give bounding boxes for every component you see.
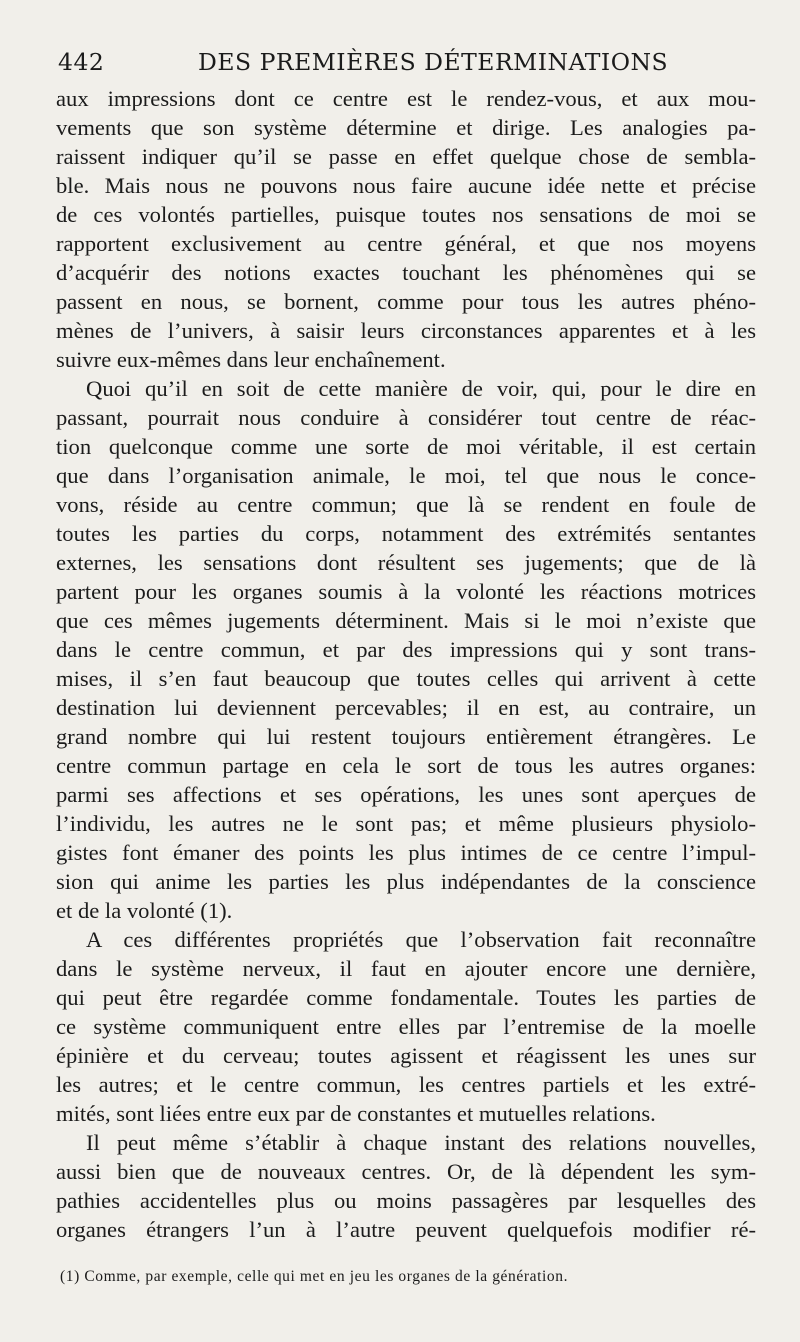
text-line: ce système communiquent entre elles par l’entremise de la moelle: [56, 1014, 756, 1039]
text-line: d’acquérir des notions exactes touchant les phénomènes qui se: [56, 260, 756, 285]
footnote: (1) Comme, par exemple, celle qui met en jeu les organes de la génération.: [60, 1268, 569, 1285]
text-line: qui peut être regardée comme fondamentale. Toutes les parties de: [56, 985, 756, 1010]
text-line: raissent indiquer qu’il se passe en effet quelque chose de sembla-: [56, 144, 756, 169]
text-line: mènes de l’univers, à saisir leurs circonstances apparentes et à les: [56, 318, 756, 343]
page-number: 442: [58, 48, 105, 76]
text-line: et de la volonté (1).: [56, 898, 233, 923]
text-line: passant, pourrait nous conduire à considérer tout centre de réac-: [56, 405, 756, 430]
text-line: dans le centre commun, et par des impressions qui y sont trans-: [56, 637, 756, 662]
text-line: aux impressions dont ce centre est le rendez-vous, et aux mou-: [56, 86, 756, 111]
text-line: aussi bien que de nouveaux centres. Or, de là dépendent les sym-: [56, 1159, 756, 1184]
text-line: mises, il s’en faut beaucoup que toutes celles qui arrivent à cette: [56, 666, 756, 691]
text-line: dans le système nerveux, il faut en ajouter encore une dernière,: [56, 956, 756, 981]
text-line: parmi ses affections et ses opérations, les unes sont aperçues de: [56, 782, 756, 807]
text-line: vements que son système détermine et dirige. Les analogies pa-: [56, 115, 756, 140]
text-line: pathies accidentelles plus ou moins passagères par lesquelles des: [56, 1188, 756, 1213]
text-line: les autres; et le centre commun, les centres partiels et les extré-: [56, 1072, 756, 1097]
text-line: tion quelconque comme une sorte de moi véritable, il est certain: [56, 434, 756, 459]
text-line: externes, les sensations dont résultent ses jugements; que de là: [56, 550, 756, 575]
text-line: centre commun partage en cela le sort de tous les autres organes:: [56, 753, 756, 778]
text-line: que dans l’organisation animale, le moi, tel que nous le conce-: [56, 463, 756, 488]
running-title: DES PREMIÈRES DÉTERMINATIONS: [198, 48, 669, 76]
paragraph-1: [56, 84, 756, 374]
body-text: [56, 84, 756, 1244]
text-line: Il peut même s’établir à chaque instant des relations nouvelles,: [86, 1130, 756, 1155]
text-line: mités, sont liées entre eux par de constantes et mutuelles relations.: [56, 1101, 656, 1126]
text-line: partent pour les organes soumis à la volonté les réactions motrices: [56, 579, 756, 604]
text-line: sion qui anime les parties les plus indépendantes de la conscience: [56, 869, 756, 894]
text-line: suivre eux-mêmes dans leur enchaînement.: [56, 347, 446, 372]
text-line: Quoi qu’il en soit de cette manière de voir, qui, pour le dire en: [86, 376, 756, 401]
text-line: rapportent exclusivement au centre général, et que nos moyens: [56, 231, 756, 256]
paragraph-2: [56, 374, 756, 925]
text-line: vons, réside au centre commun; que là se rendent en foule de: [56, 492, 756, 517]
text-line: épinière et du cerveau; toutes agissent et réagissent les unes sur: [56, 1043, 756, 1068]
text-line: l’individu, les autres ne le sont pas; et même plusieurs physiolo-: [56, 811, 756, 836]
text-line: de ces volontés partielles, puisque toutes nos sensations de moi se: [56, 202, 756, 227]
text-line: grand nombre qui lui restent toujours entièrement étrangères. Le: [56, 724, 756, 749]
paragraph-4: [56, 1128, 756, 1244]
text-line: toutes les parties du corps, notamment des extrémités sentantes: [56, 521, 756, 546]
text-line: destination lui deviennent percevables; il en est, au contraire, un: [56, 695, 756, 720]
text-line: gistes font émaner des points les plus intimes de ce centre l’impul-: [56, 840, 756, 865]
text-line: que ces mêmes jugements déterminent. Mais si le moi n’existe que: [56, 608, 756, 633]
text-line: A ces différentes propriétés que l’observation fait reconnaître: [86, 927, 756, 952]
paragraph-3: [56, 925, 756, 1128]
running-header: [58, 44, 768, 80]
text-line: passent en nous, se bornent, comme pour tous les autres phéno-: [56, 289, 756, 314]
text-line: organes étrangers l’un à l’autre peuvent quelquefois modifier ré-: [56, 1217, 756, 1242]
text-line: ble. Mais nous ne pouvons nous faire aucune idée nette et précise: [56, 173, 756, 198]
